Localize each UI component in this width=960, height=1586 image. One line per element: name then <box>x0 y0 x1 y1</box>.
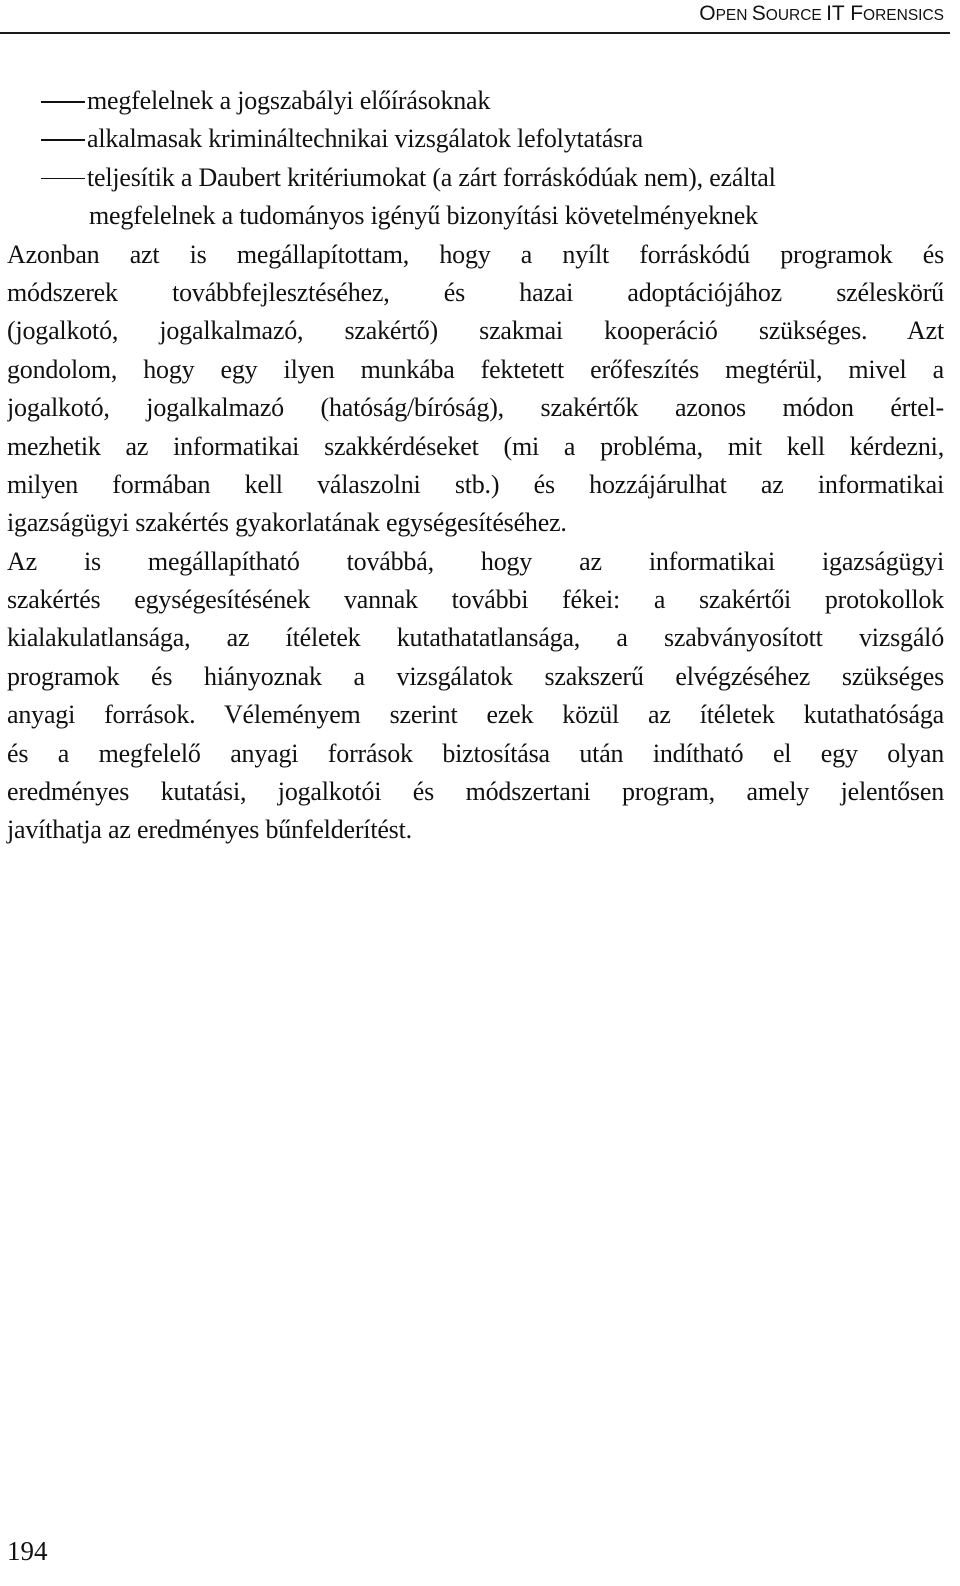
page-number: 194 <box>7 1536 48 1566</box>
header-title-ource: OURCE <box>765 7 827 24</box>
paragraph-line: Azonban azt is megállapítottam, hogy a nyílt forráskódú programok és <box>7 239 944 269</box>
paragraph-line: szakértés egységesítésének vannak további fékei: a szakértői protokollok <box>7 585 944 615</box>
paragraph-line: eredményes kutatási, jogalkotói és módszertani program, amely jelentősen <box>7 777 944 807</box>
paragraph-line: milyen formában kell válaszolni stb.) és hozzájárulhat az informatikai <box>7 469 944 499</box>
bullet-continuation: megfelelnek a tudományos igényű bizonyítási követelményeknek <box>89 201 758 231</box>
paragraph-line: programok és hiányoznak a vizsgálatok szakszerű elvégzéséhez szükséges <box>7 661 944 691</box>
bullet-text: alkalmasak krimináltechnikai vizsgálatok lefolytatásra <box>87 124 643 154</box>
paragraph-line: gondolom, hogy egy ilyen munkába fektetett erőfeszítés megtérül, mivel a <box>7 354 944 384</box>
paragraph-line: anyagi források. Véleményem szerint ezek közül az ítéletek kutathatósága <box>7 700 944 730</box>
header-title-o: O <box>699 2 716 25</box>
paragraph-line: mezhetik az informatikai szakkérdéseket (mi a probléma, mit kell kérdezni, <box>7 431 944 461</box>
body-text <box>7 82 944 850</box>
bullet-text: megfelelnek a jogszabályi előírásoknak <box>87 86 491 115</box>
header-title-s: S <box>751 2 766 25</box>
paragraph-line: módszerek továbbfejlesztéséhez, és hazai adoptációjához széleskörű <box>7 277 944 307</box>
dash-mark <box>41 101 85 103</box>
bullet-text: teljesítik a Daubert kritériumokat (a zárt forráskódúak nem), ezáltal <box>87 162 776 192</box>
dash-mark <box>41 139 85 141</box>
paragraph-line: jogalkotó, jogalkalmazó (hatóság/bíróság), szakértők azonos módon értel- <box>7 393 944 423</box>
paragraph-line: Az is megállapítható továbbá, hogy az informatikai igazságügyi <box>7 546 944 576</box>
paragraph-line: kialakulatlansága, az ítéletek kutathatatlansága, a szabványosított vizsgáló <box>7 623 944 653</box>
bullet-item <box>7 159 944 197</box>
paragraph-line: és a megfelelő anyagi források biztosítása után indítható el egy olyan <box>7 738 944 768</box>
paragraph-line: javíthatja az eredményes bűnfelderítést. <box>7 815 412 845</box>
header-title-it-f: IT F <box>826 2 864 25</box>
header-title-orensics: ORENSICS <box>863 7 944 24</box>
header-title-pen: PEN <box>715 7 752 24</box>
dash-mark <box>41 178 85 180</box>
running-header <box>0 0 950 34</box>
paragraph-line: igazságügyi szakértés gyakorlatának egységesítéséhez. <box>7 508 567 538</box>
bullet-item <box>7 82 944 120</box>
paragraph-line: (jogalkotó, jogalkalmazó, szakértő) szakmai kooperáció szükséges. Azt <box>7 316 944 346</box>
bullet-item <box>7 120 944 158</box>
